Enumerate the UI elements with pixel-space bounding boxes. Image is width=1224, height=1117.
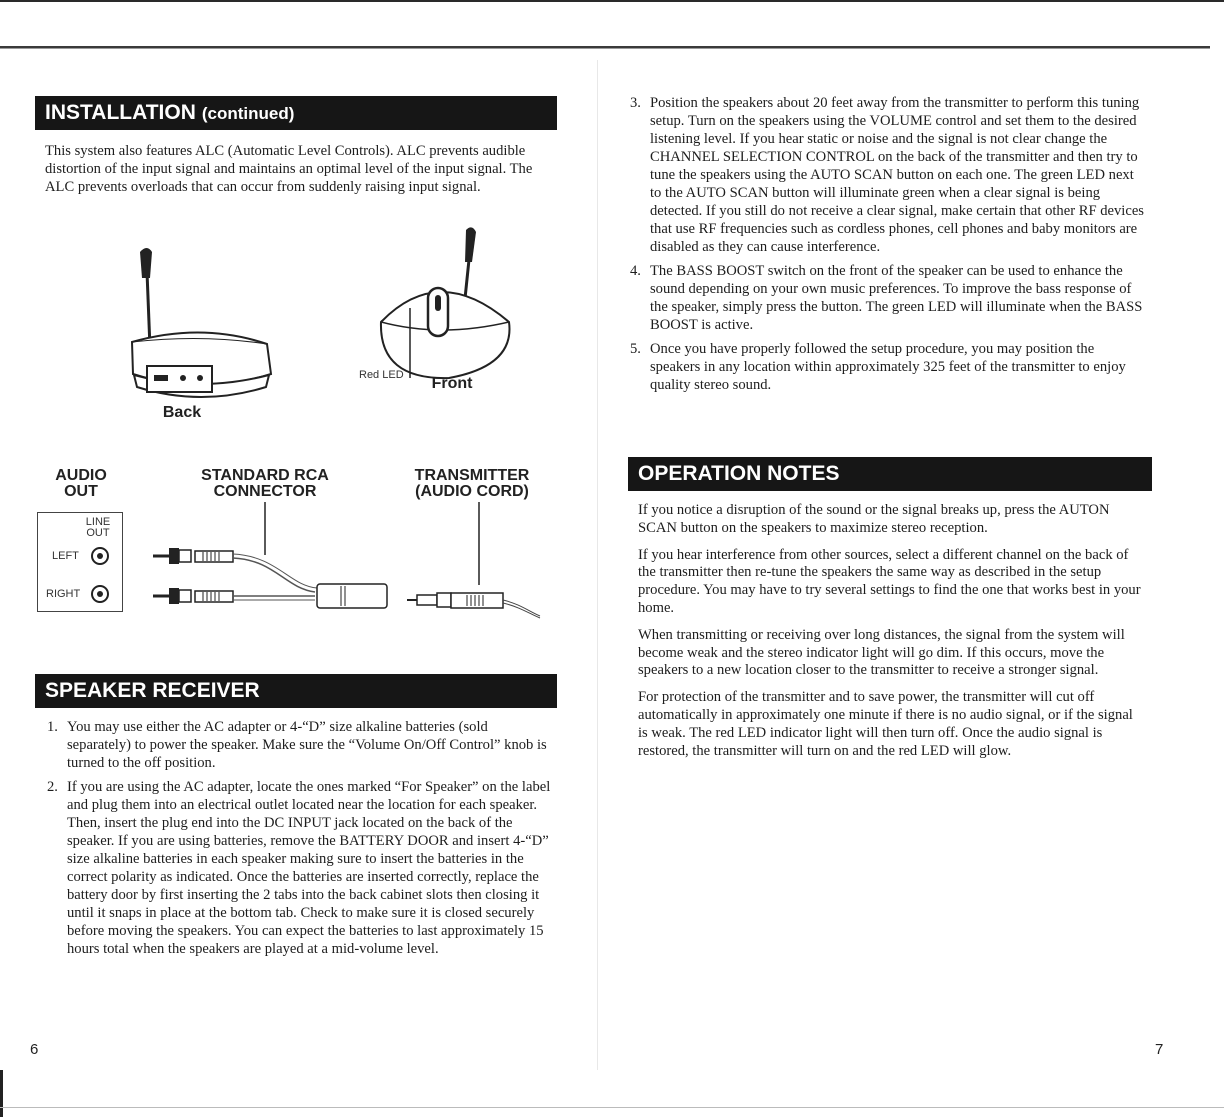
operation-notes-heading-text: OPERATION NOTES (638, 462, 840, 485)
left-jack-label: LEFT (52, 550, 79, 562)
transmitter-cord-label-text: TRANSMITTER (AUDIO CORD) (414, 467, 530, 500)
installation-heading-text: INSTALLATION (45, 101, 196, 124)
list-item-text: If you are using the AC adapter, locate the ones marked “For Speaker” on the label and plug them into an electrical outlet located near the location for each speaker. Then, insert the plug end into the DC INPUT jack located on the back of the speaker. If you are using batteries, remove the BATTERY DOOR and insert 4-“D” size alkaline batteries in each speaker making sure to insert the batteries in the correct polarity as indicated. Once the batteries are inserted correctly, replace the battery door by first inserting the 2 tabs into the back cabinet slots then closing it until it snaps in place at the bottom tab. Check to make sure it is closed securely before moving the speakers. You can expect the batteries to last approximately 15 hours total when the speakers are played at a mid-volume level. (67, 779, 551, 957)
list-item (35, 718, 553, 772)
operation-notes-body (638, 502, 1146, 760)
audio-out-label (40, 468, 122, 500)
transmitter-cord-label (405, 468, 539, 500)
list-item (618, 262, 1148, 334)
red-led-label: Red LED (359, 369, 404, 381)
transmitter-drawing (132, 248, 271, 397)
operation-note-paragraph: When transmitting or receiving over long distances, the signal from the system will become weak and the stereo indicator light will go dim. If this occurs, move the speakers to a new location closer to the transmitter to receive a stronger signal. (638, 626, 1125, 679)
list-item (35, 778, 553, 958)
installation-heading-sub: (continued) (201, 104, 295, 123)
list-item-text: You may use either the AC adapter or 4-“D” size alkaline batteries (sold separately) to power the speaker. Make sure the “Volume On/Off Control” knob is turned to the off position. (67, 719, 547, 771)
list-item-text: Position the speakers about 20 feet away from the transmitter to perform this tuning setup. Turn on the speakers using the VOLUME control and set them to the desired listening level. If you hear static or noise and the signal is not clear change the CHANNEL SELECTION CONTROL on the back of the transmitter and then try to tune the speakers using the AUTO SCAN button on each one. The green LED next to the AUTO SCAN button will illuminate green when a clear signal is being detected. If you still do not receive a clear signal, make certain that other RF devices that use RF frequencies such as cordless phones, cell phones and baby monitors are disabled as they can cause interference. (650, 95, 1144, 255)
list-item-number: 1. (47, 719, 58, 735)
right-jack-icon (92, 586, 108, 602)
operation-note-paragraph: If you hear interference from other sources, select a different channel on the back of the transmitter then re-tune the speakers the same way as described in the setup procedure. You may have to try several settings to find the one that works best in your home. (638, 546, 1141, 616)
right-jack-label: RIGHT (46, 588, 81, 600)
line-out-label: LINE OUT (85, 516, 111, 539)
list-item (618, 340, 1148, 394)
speaker-drawing (381, 227, 510, 378)
operation-note-paragraph: For protection of the transmitter and to save power, the transmitter will cut off automatically in approximately one minute if there is no audio signal, or if the signal is weak. The red LED indicator light will then turn off. Once the audio signal is restored, the transmitter will turn on and the red LED will glow. (638, 689, 1133, 759)
front-label: Front (431, 375, 473, 392)
list-item-number: 3. (630, 95, 641, 111)
speaker-receiver-heading (35, 674, 557, 708)
list-item-number: 5. (630, 341, 641, 357)
right-page (598, 0, 1224, 1117)
rca-plug-right-icon (153, 588, 233, 604)
setup-steps-list (618, 94, 1148, 400)
speaker-receiver-heading-text: SPEAKER RECEIVER (45, 679, 260, 702)
page-number-left: 6 (30, 1041, 39, 1058)
back-label: Back (162, 404, 202, 421)
mini-plug-icon (407, 593, 540, 618)
jack-icons (38, 513, 124, 613)
audio-out-panel (37, 512, 123, 612)
units-illustration (0, 230, 560, 430)
list-item-number: 2. (47, 779, 58, 795)
cables-illustration (145, 500, 565, 600)
list-item-text: The BASS BOOST switch on the front of the speaker can be used to enhance the sound depending on your own music preferences. To improve the bass response of the speaker, simply press the button. The green LED will illuminate when the BASS BOOST is active. (650, 263, 1143, 333)
list-item-number: 4. (630, 263, 641, 279)
list-item (618, 94, 1148, 256)
page-number-right: 7 (1155, 1041, 1164, 1058)
audio-out-label-text: AUDIO OUT (55, 467, 107, 500)
left-page (0, 0, 598, 1117)
operation-note-paragraph: If you notice a disruption of the sound or the signal breaks up, press the AUTON SCAN button on the speakers to maximize stereo reception. (638, 502, 1110, 536)
installation-heading (35, 96, 557, 130)
rca-plug-left-icon (153, 548, 233, 564)
left-jack-icon (92, 548, 108, 564)
alc-paragraph: This system also features ALC (Automatic Level Controls). ALC prevents audible distortion of the input signal and maintains an optimal level of the input signal. The ALC prevents overloads that can occur from suddenly raising input signal. (45, 143, 533, 195)
rca-label (185, 468, 345, 500)
operation-notes-heading (628, 457, 1152, 491)
rca-label-text: STANDARD RCA CONNECTOR (201, 467, 329, 500)
list-item-text: Once you have properly followed the setup procedure, you may position the speakers in any location within approximately 325 feet of the transmitter to enjoy quality stereo sound. (650, 341, 1126, 393)
speaker-receiver-list (35, 718, 553, 964)
